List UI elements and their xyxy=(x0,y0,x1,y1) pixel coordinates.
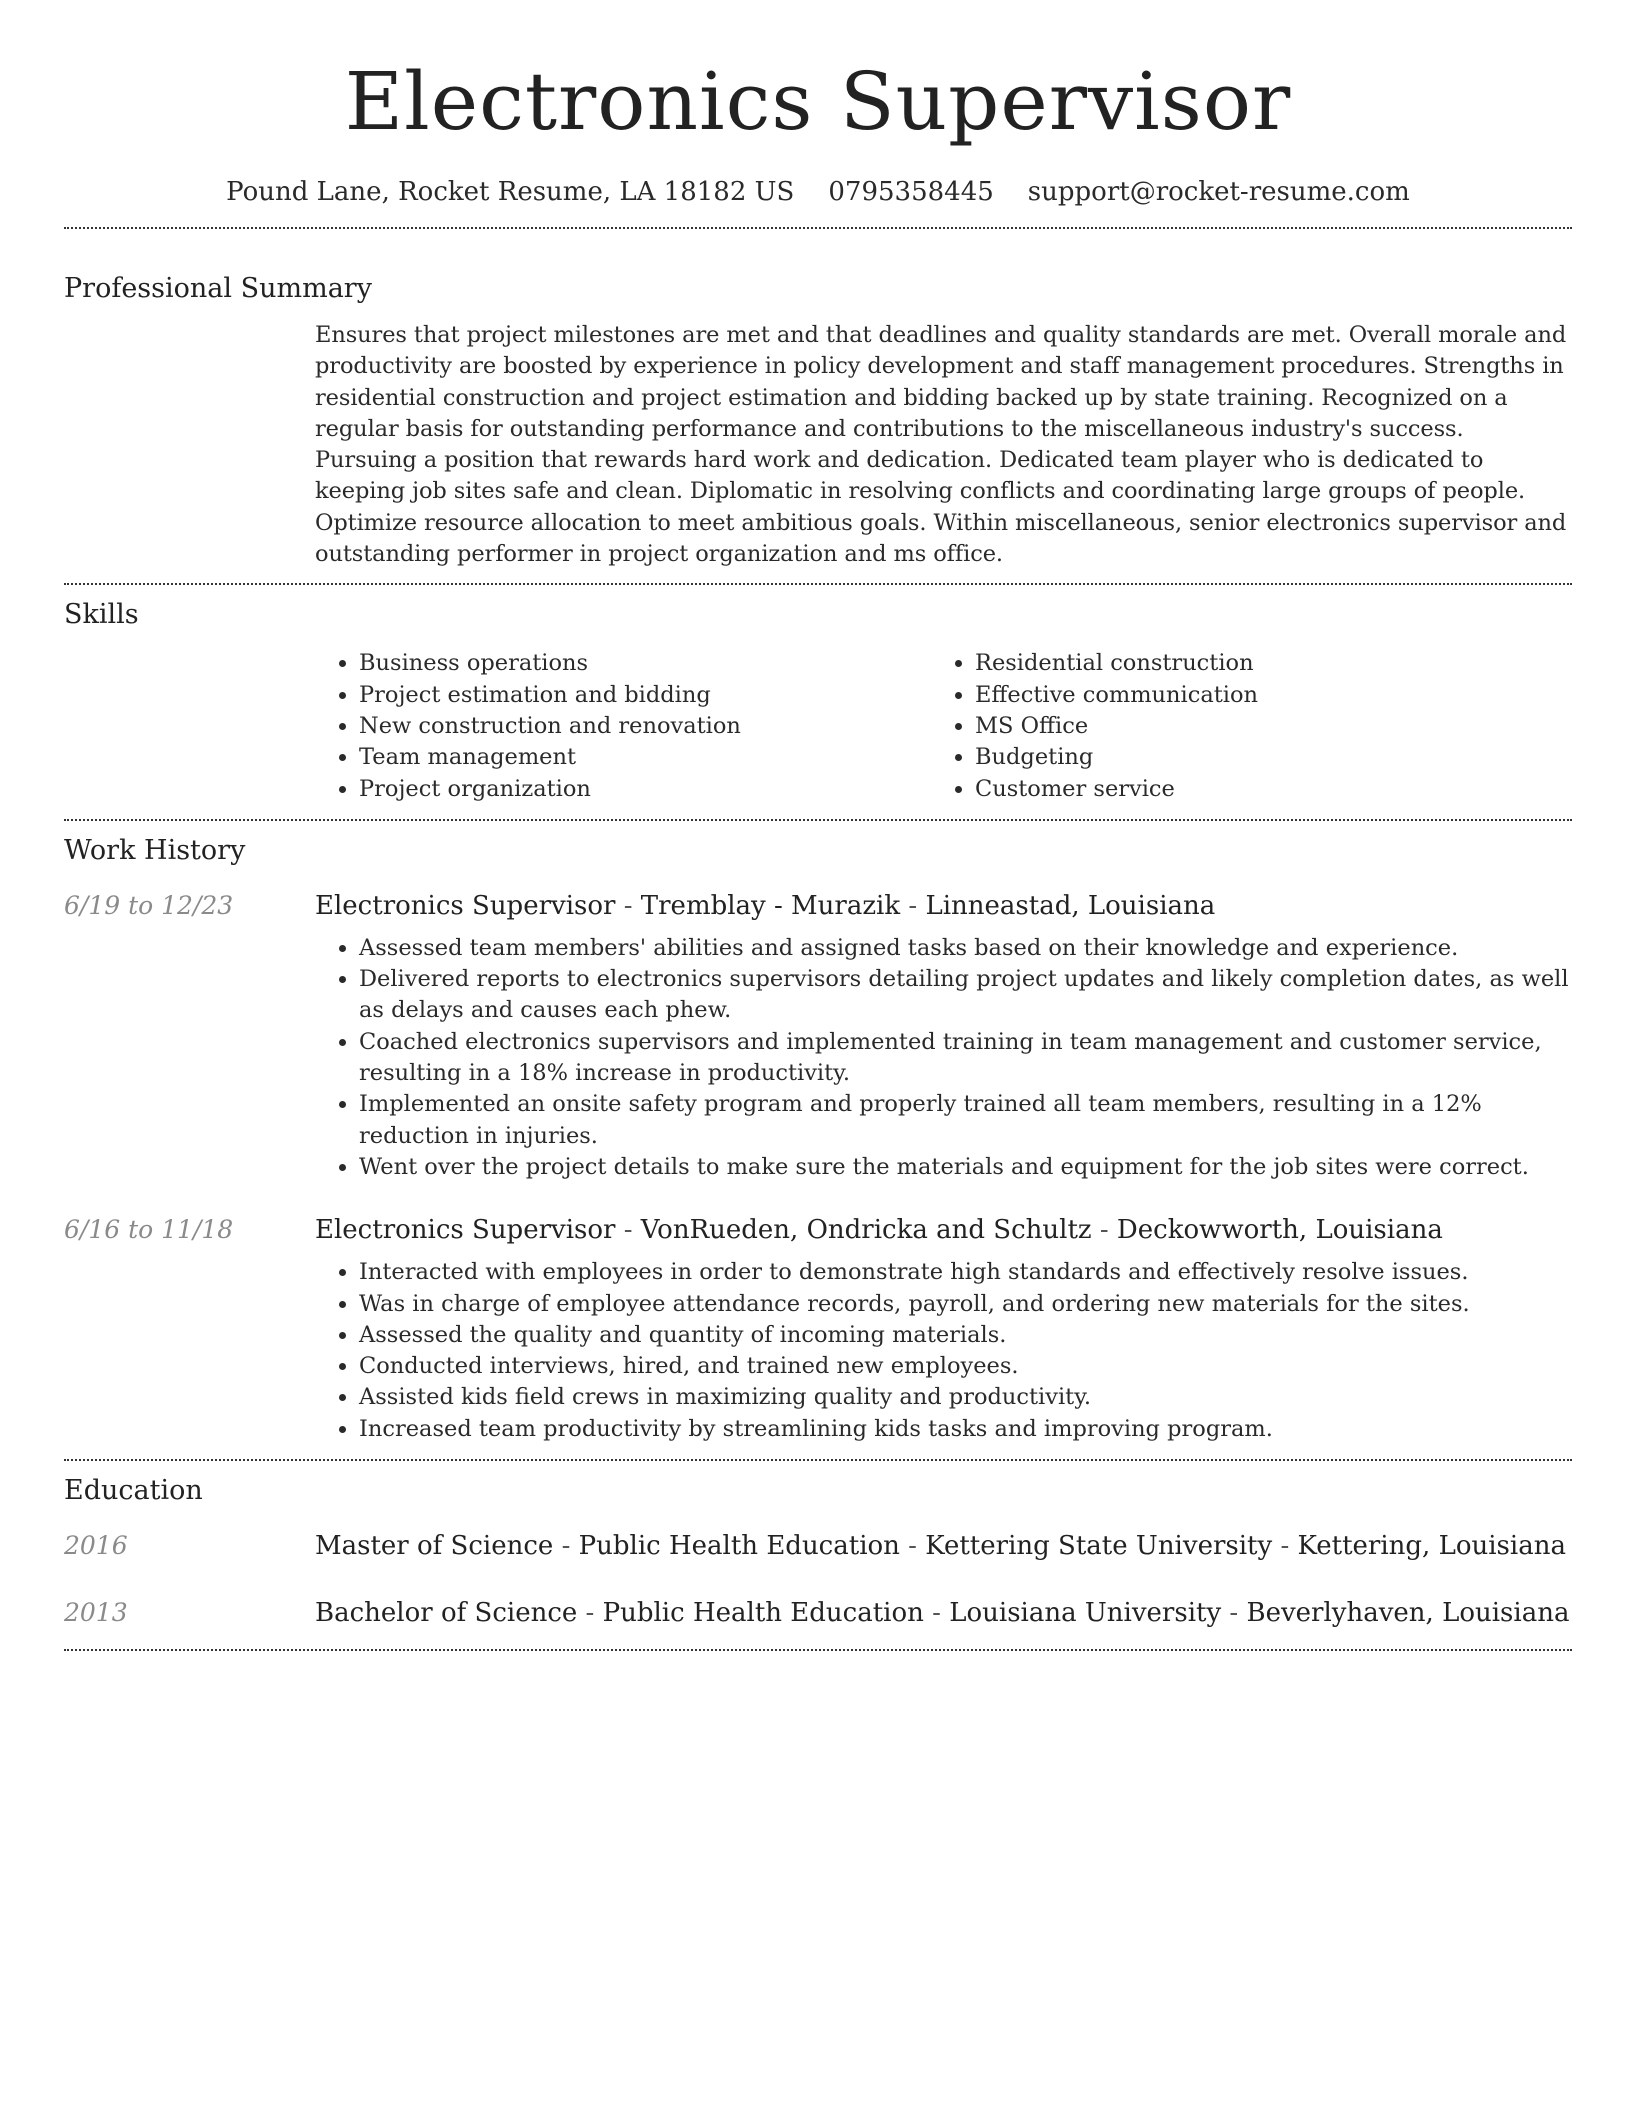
work-title xyxy=(315,1210,1572,1250)
title-separator: - xyxy=(577,1598,603,1629)
education-entry xyxy=(64,1526,1572,1566)
job-company: VonRueden, Ondricka and Schultz xyxy=(640,1215,1092,1246)
title-separator: - xyxy=(923,1598,950,1629)
job-bullet: • Was in charge of employee attendance records, payroll, and ordering new materials for the sites. xyxy=(359,1289,1572,1320)
job-bullets xyxy=(315,1257,1572,1445)
work-entry-body xyxy=(315,886,1572,1183)
job-location: Linneastad, Louisiana xyxy=(925,890,1216,921)
skill-item: • Team management xyxy=(359,742,931,773)
job-bullet: • Conducted interviews, hired, and trained new employees. xyxy=(359,1351,1572,1382)
skill-item: • Residential construction xyxy=(975,648,1547,679)
education-field: Public Health Education xyxy=(602,1598,924,1629)
skill-item: • Budgeting xyxy=(975,742,1547,773)
section-work-history xyxy=(64,821,1572,1445)
resume-page xyxy=(64,0,1572,1651)
job-bullet: • Implemented an onsite safety program and properly trained all team members, resulting in a 12% reduction in injuries. xyxy=(359,1089,1572,1152)
job-position: Electronics Supervisor xyxy=(315,1215,616,1246)
work-entry-body xyxy=(315,1210,1572,1445)
contact-phone: 0795358445 xyxy=(828,177,994,207)
education-entry-body xyxy=(315,1593,1572,1633)
section-title-summary: Professional Summary xyxy=(64,273,372,304)
work-entry xyxy=(64,1210,1572,1445)
title-separator: - xyxy=(615,890,641,921)
education-location: Kettering, Louisiana xyxy=(1297,1531,1566,1562)
education-year: 2013 xyxy=(64,1598,128,1628)
job-position: Electronics Supervisor xyxy=(315,890,616,921)
education-title xyxy=(315,1526,1572,1566)
title-separator: - xyxy=(615,1215,641,1246)
title-separator: - xyxy=(899,1531,926,1562)
skill-item: • Business operations xyxy=(359,648,931,679)
education-title xyxy=(315,1593,1572,1633)
skill-item: • Project estimation and bidding xyxy=(359,680,931,711)
education-year: 2016 xyxy=(64,1531,128,1561)
title-separator: - xyxy=(900,890,926,921)
contact-email: support@rocket-resume.com xyxy=(1027,177,1410,207)
education-location: Beverlyhaven, Louisiana xyxy=(1246,1598,1570,1629)
job-bullet: • Went over the project details to make sure the materials and equipment for the job sites were correct. xyxy=(359,1152,1572,1183)
divider xyxy=(64,1649,1572,1651)
education-entry xyxy=(64,1593,1572,1633)
skill-item: • MS Office xyxy=(975,711,1547,742)
job-company: Tremblay - Murazik xyxy=(640,890,901,921)
education-field: Public Health Education xyxy=(578,1531,900,1562)
work-dates: 6/19 to 12/23 xyxy=(64,890,234,920)
title-separator: - xyxy=(1091,1215,1117,1246)
skill-item: • Customer service xyxy=(975,774,1547,805)
resume-name: Electronics Supervisor xyxy=(344,55,1292,148)
work-dates: 6/16 to 11/18 xyxy=(64,1215,234,1245)
section-title-skills: Skills xyxy=(64,599,139,631)
job-bullet: • Assisted kids field crews in maximizing quality and productivity. xyxy=(359,1382,1572,1413)
education-school: Kettering State University xyxy=(925,1531,1273,1562)
skills-left-column xyxy=(315,648,931,804)
section-title-education: Education xyxy=(64,1475,203,1507)
summary-text: Ensures that project milestones are met and that deadlines and quality standards are met. Overall morale and productivity are boosted by experience in policy development and staff management procedures. Strengths in residential construction and project estimation and bidding backed up by state training. Recognized on a regular basis for outstanding performance and contributions to the miscellaneous industry's success. Pursuing a position that rewards hard work and dedication. Dedicated team player who is dedicated to keeping job sites safe and clean. Diplomatic in resolving conflicts and coordinating large groups of people. Optimize resource allocation to meet ambitious goals. Within miscellaneous, senior electronics supervisor and outstanding performer in project organization and ms office. xyxy=(315,322,1567,568)
job-bullet: • Coached electronics supervisors and implemented training in team management and customer service, resulting in a 18% increase in productivity. xyxy=(359,1027,1572,1090)
job-bullet: • Delivered reports to electronics supervisors detailing project updates and likely completion dates, as well as delays and causes each phew. xyxy=(359,964,1572,1027)
skills-right-column xyxy=(931,648,1547,804)
title-separator: - xyxy=(1221,1598,1247,1629)
education-degree: Master of Science xyxy=(315,1531,554,1562)
job-location: Deckowworth, Louisiana xyxy=(1116,1215,1443,1246)
job-bullet: • Increased team productivity by streamlining kids tasks and improving program. xyxy=(359,1414,1572,1445)
work-entry xyxy=(64,886,1572,1183)
section-education xyxy=(64,1461,1572,1633)
contact-address: Pound Lane, Rocket Resume, LA 18182 US xyxy=(226,177,795,207)
job-bullet: • Interacted with employees in order to demonstrate high standards and effectively resolve issues. xyxy=(359,1257,1572,1288)
skill-item: • Project organization xyxy=(359,774,931,805)
title-separator: - xyxy=(1272,1531,1298,1562)
work-title xyxy=(315,886,1572,926)
education-school: Louisiana University xyxy=(949,1598,1222,1629)
education-entry-body xyxy=(315,1526,1572,1566)
job-bullet: • Assessed team members' abilities and assigned tasks based on their knowledge and experience. xyxy=(359,933,1572,964)
job-bullets xyxy=(315,933,1572,1183)
title-separator: - xyxy=(553,1531,579,1562)
section-title-work: Work History xyxy=(64,834,246,866)
skill-item: • Effective communication xyxy=(975,680,1547,711)
contact-line xyxy=(64,172,1572,212)
education-degree: Bachelor of Science xyxy=(315,1598,578,1629)
section-summary xyxy=(64,229,1572,570)
job-bullet: • Assessed the quality and quantity of incoming materials. xyxy=(359,1320,1572,1351)
section-skills xyxy=(64,585,1572,804)
skill-item: • New construction and renovation xyxy=(359,711,931,742)
